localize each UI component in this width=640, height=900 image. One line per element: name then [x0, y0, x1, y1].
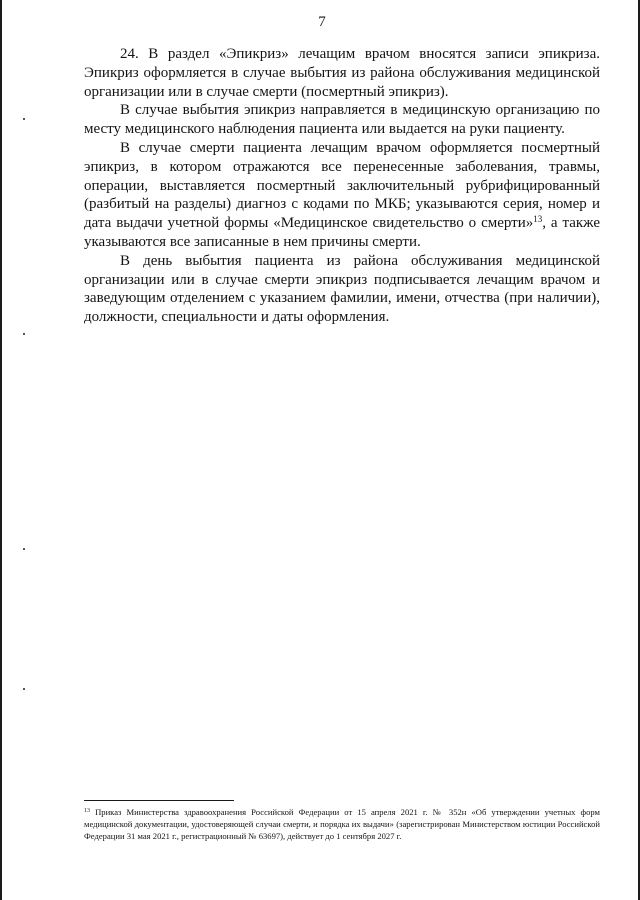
footnote-reference: 13 [533, 214, 543, 225]
scan-margin-marks [23, 0, 27, 900]
paragraph-signature: В день выбытия пациента из района обслуживания медицинской организации или в случае смерти эпикриз подписывается лечащим врачом и заведующим отделением с указанием фамилии, имени, отчества (при наличии), должности, специальности и даты оформления. [84, 252, 600, 326]
body-text [84, 45, 600, 327]
paragraph-text: , а также указываются все записанные в нем причины смерти. [84, 215, 600, 250]
footnote-text: Приказ Министерства здравоохранения Российской Федерации от 15 апреля 2021 г. № 352н «Об утверждении учетных форм медицинской документации, удостоверяющей случаи смерти, и порядка их выдачи» (зарегистрирован Министерством юстиции Российской Федерации 31 мая 2021 г., регистрационный № 63697), действует до 1 сентября 2027 г. [84, 807, 600, 841]
margin-mark [23, 333, 25, 335]
margin-mark [23, 688, 25, 690]
page-number: 7 [318, 14, 326, 30]
footnote [84, 806, 600, 842]
paragraph-death-epicrisis [84, 139, 600, 252]
paragraph-discharge: В случае выбытия эпикриз направляется в медицинскую организацию по месту медицинского наблюдения пациента или выдается на руки пациенту. [84, 102, 600, 138]
margin-mark [23, 118, 25, 120]
margin-mark [23, 548, 25, 550]
paragraph-text: В случае смерти пациента лечащим врачом оформляется посмертный эпикриз, в котором отражаются все перенесенные заболевания, травмы, операции, выставляется посмертный заключительный рубрифицированный (разбитый на разделы) диагноз с кодами по МКБ; указываются серия, номер и дата выдачи учетной формы «Медицинское свидетельство о смерти» [84, 139, 600, 232]
paragraph-24: 24. В раздел «Эпикриз» лечащим врачом вносятся записи эпикриза. Эпикриз оформляется в случае выбытия из района обслуживания медицинской организации или в случае смерти (посмертный эпикриз). [84, 46, 600, 100]
footnote-separator [84, 800, 234, 801]
footnote-number: 13 [84, 808, 90, 814]
